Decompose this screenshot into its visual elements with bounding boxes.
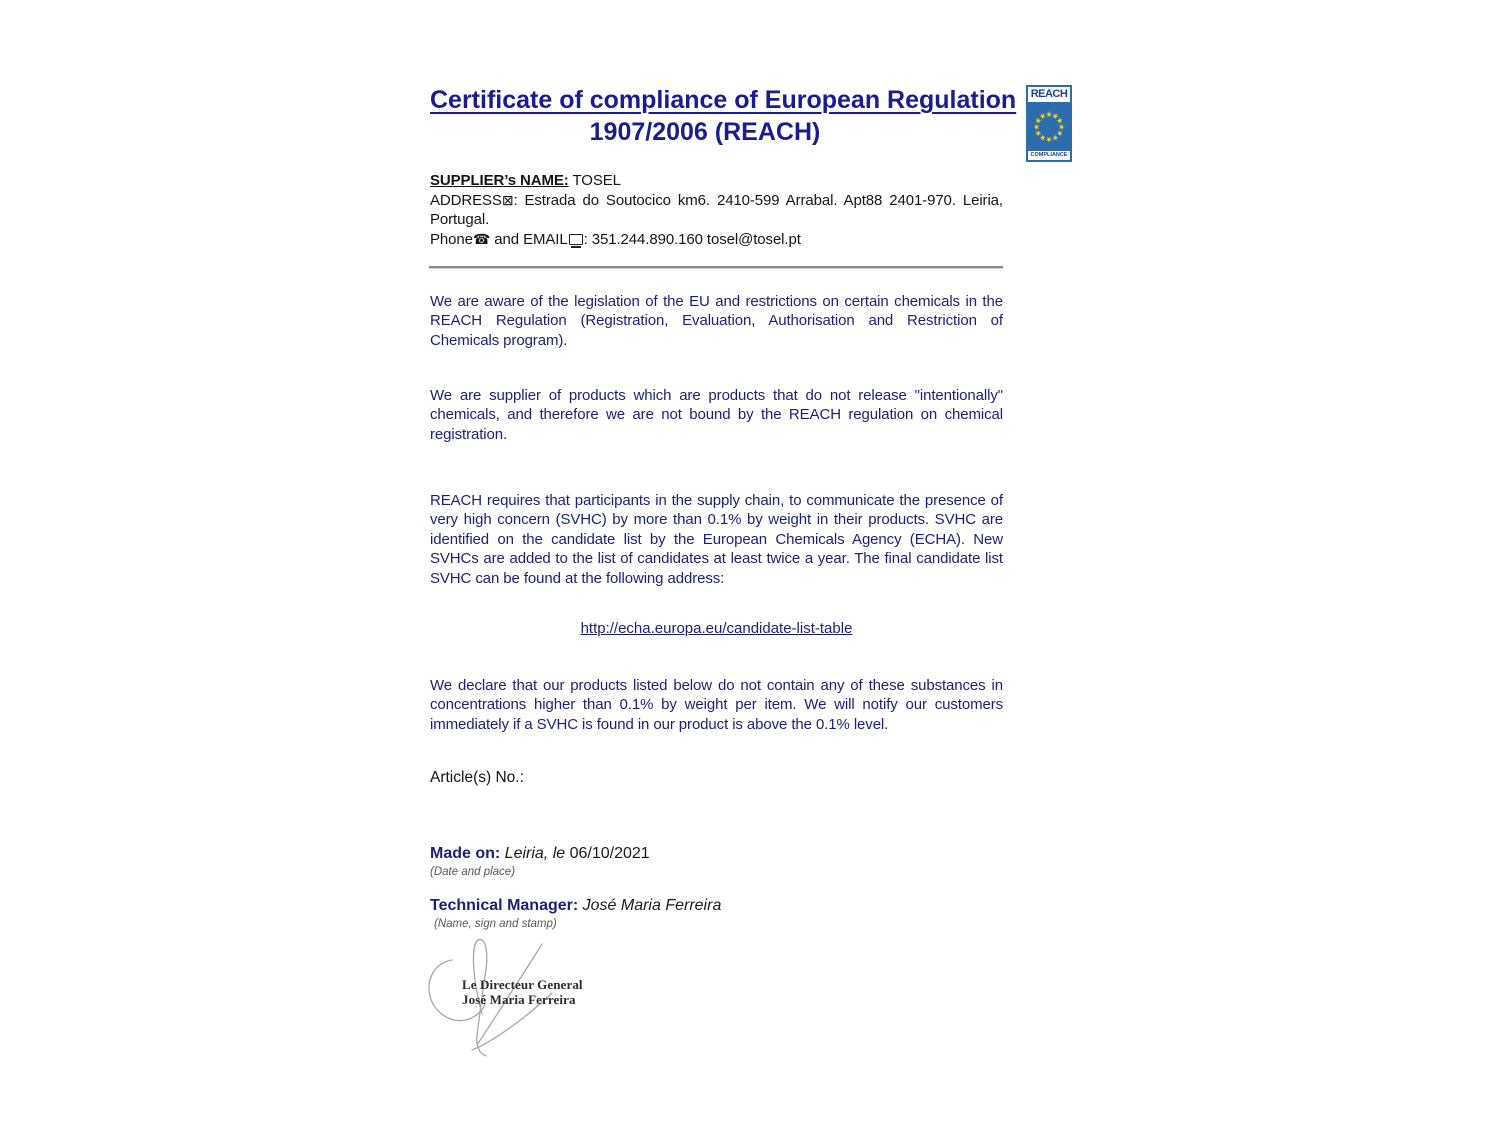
technical-manager-block (430, 897, 721, 932)
technical-manager-name: José Maria Ferreira (578, 897, 722, 914)
stamp-title: Le Directeur General (462, 977, 583, 992)
paragraph-supplier-statement: We are supplier of products which are products that do not release "intentionally" chemicals, and therefore we are not bound by the REACH regulation on chemical registration. (430, 387, 1003, 443)
eu-stars-icon (1028, 102, 1070, 151)
made-on-line (430, 845, 650, 863)
article-number-label: Article(s) No.: (430, 769, 524, 786)
supplier-contact-line (430, 230, 1003, 250)
certificate-title-line1: Certificate of compliance of European Regulation (430, 86, 1017, 114)
reach-logo-caption: COMPLIANCE (1028, 151, 1070, 160)
supplier-name-value: TOSEL (568, 172, 621, 189)
phone-label: Phone (430, 230, 473, 248)
paragraph-svhc-requirements: REACH requires that participants in the supply chain, to communicate the presence of very high concern (SVHC) by more than 0.1% by weight in their products. SVHC are identified on the candidate list by the European Chemicals Agency (ECHA). New SVHCs are added to the list of candidates at least twice a year. The final candidate list SVHC can be found at the following address: (430, 492, 1003, 587)
made-on-block (430, 845, 650, 880)
candidate-list-link-row (430, 620, 1003, 638)
certificate-title-line2: 1907/2006 (REACH) (589, 118, 821, 146)
candidate-list-link[interactable]: http://echa.europa.eu/candidate-list-table (580, 620, 853, 637)
certificate-title (430, 84, 1017, 148)
computer-icon (569, 234, 583, 245)
technical-manager-label: Technical Manager: (430, 897, 579, 914)
supplier-name-line (430, 171, 1003, 191)
reach-logo-title: REACH (1028, 87, 1070, 102)
contact-value: : 351.244.890.160 tosel@tosel.pt (583, 230, 801, 248)
supplier-info-block (430, 171, 1003, 249)
address-label: ADDRESS (430, 191, 502, 209)
stamp-name: José Maria Ferreira (462, 992, 576, 1007)
envelope-icon: ⊠ (501, 191, 514, 208)
paragraph-declaration: We declare that our products listed below do not contain any of these substances in concentrations higher than 0.1% by weight per item. We will notify our customers immediately if a SVHC is found in our product is above the 0.1% level. (430, 677, 1003, 733)
paragraph-awareness: We are aware of the legislation of the EU and restrictions on certain chemicals in the REACH Regulation (Registration, Evaluation, Authorisation and Restriction of Chemicals program). (430, 293, 1003, 349)
made-on-place: Leiria, le (500, 845, 566, 862)
date-place-hint: (Date and place) (430, 866, 516, 878)
made-on-date: 06/10/2021 (565, 845, 650, 862)
made-on-label: Made on: (430, 845, 501, 862)
reach-compliance-logo (1026, 85, 1072, 162)
supplier-name-label: SUPPLIER’s NAME: (430, 172, 569, 189)
name-sign-stamp-hint: (Name, sign and stamp) (434, 918, 557, 930)
horizontal-divider (429, 266, 1003, 269)
address-value: : Estrada do Soutocico km6. 2410-599 Arrabal. Apt88 2401-970. Leiria, Portugal. (430, 191, 1003, 229)
technical-manager-line (430, 897, 721, 915)
email-label: and EMAIL (490, 230, 568, 248)
phone-icon: ☎ (472, 230, 491, 247)
signature-stamp (462, 977, 583, 1007)
supplier-address-line (430, 191, 1003, 230)
